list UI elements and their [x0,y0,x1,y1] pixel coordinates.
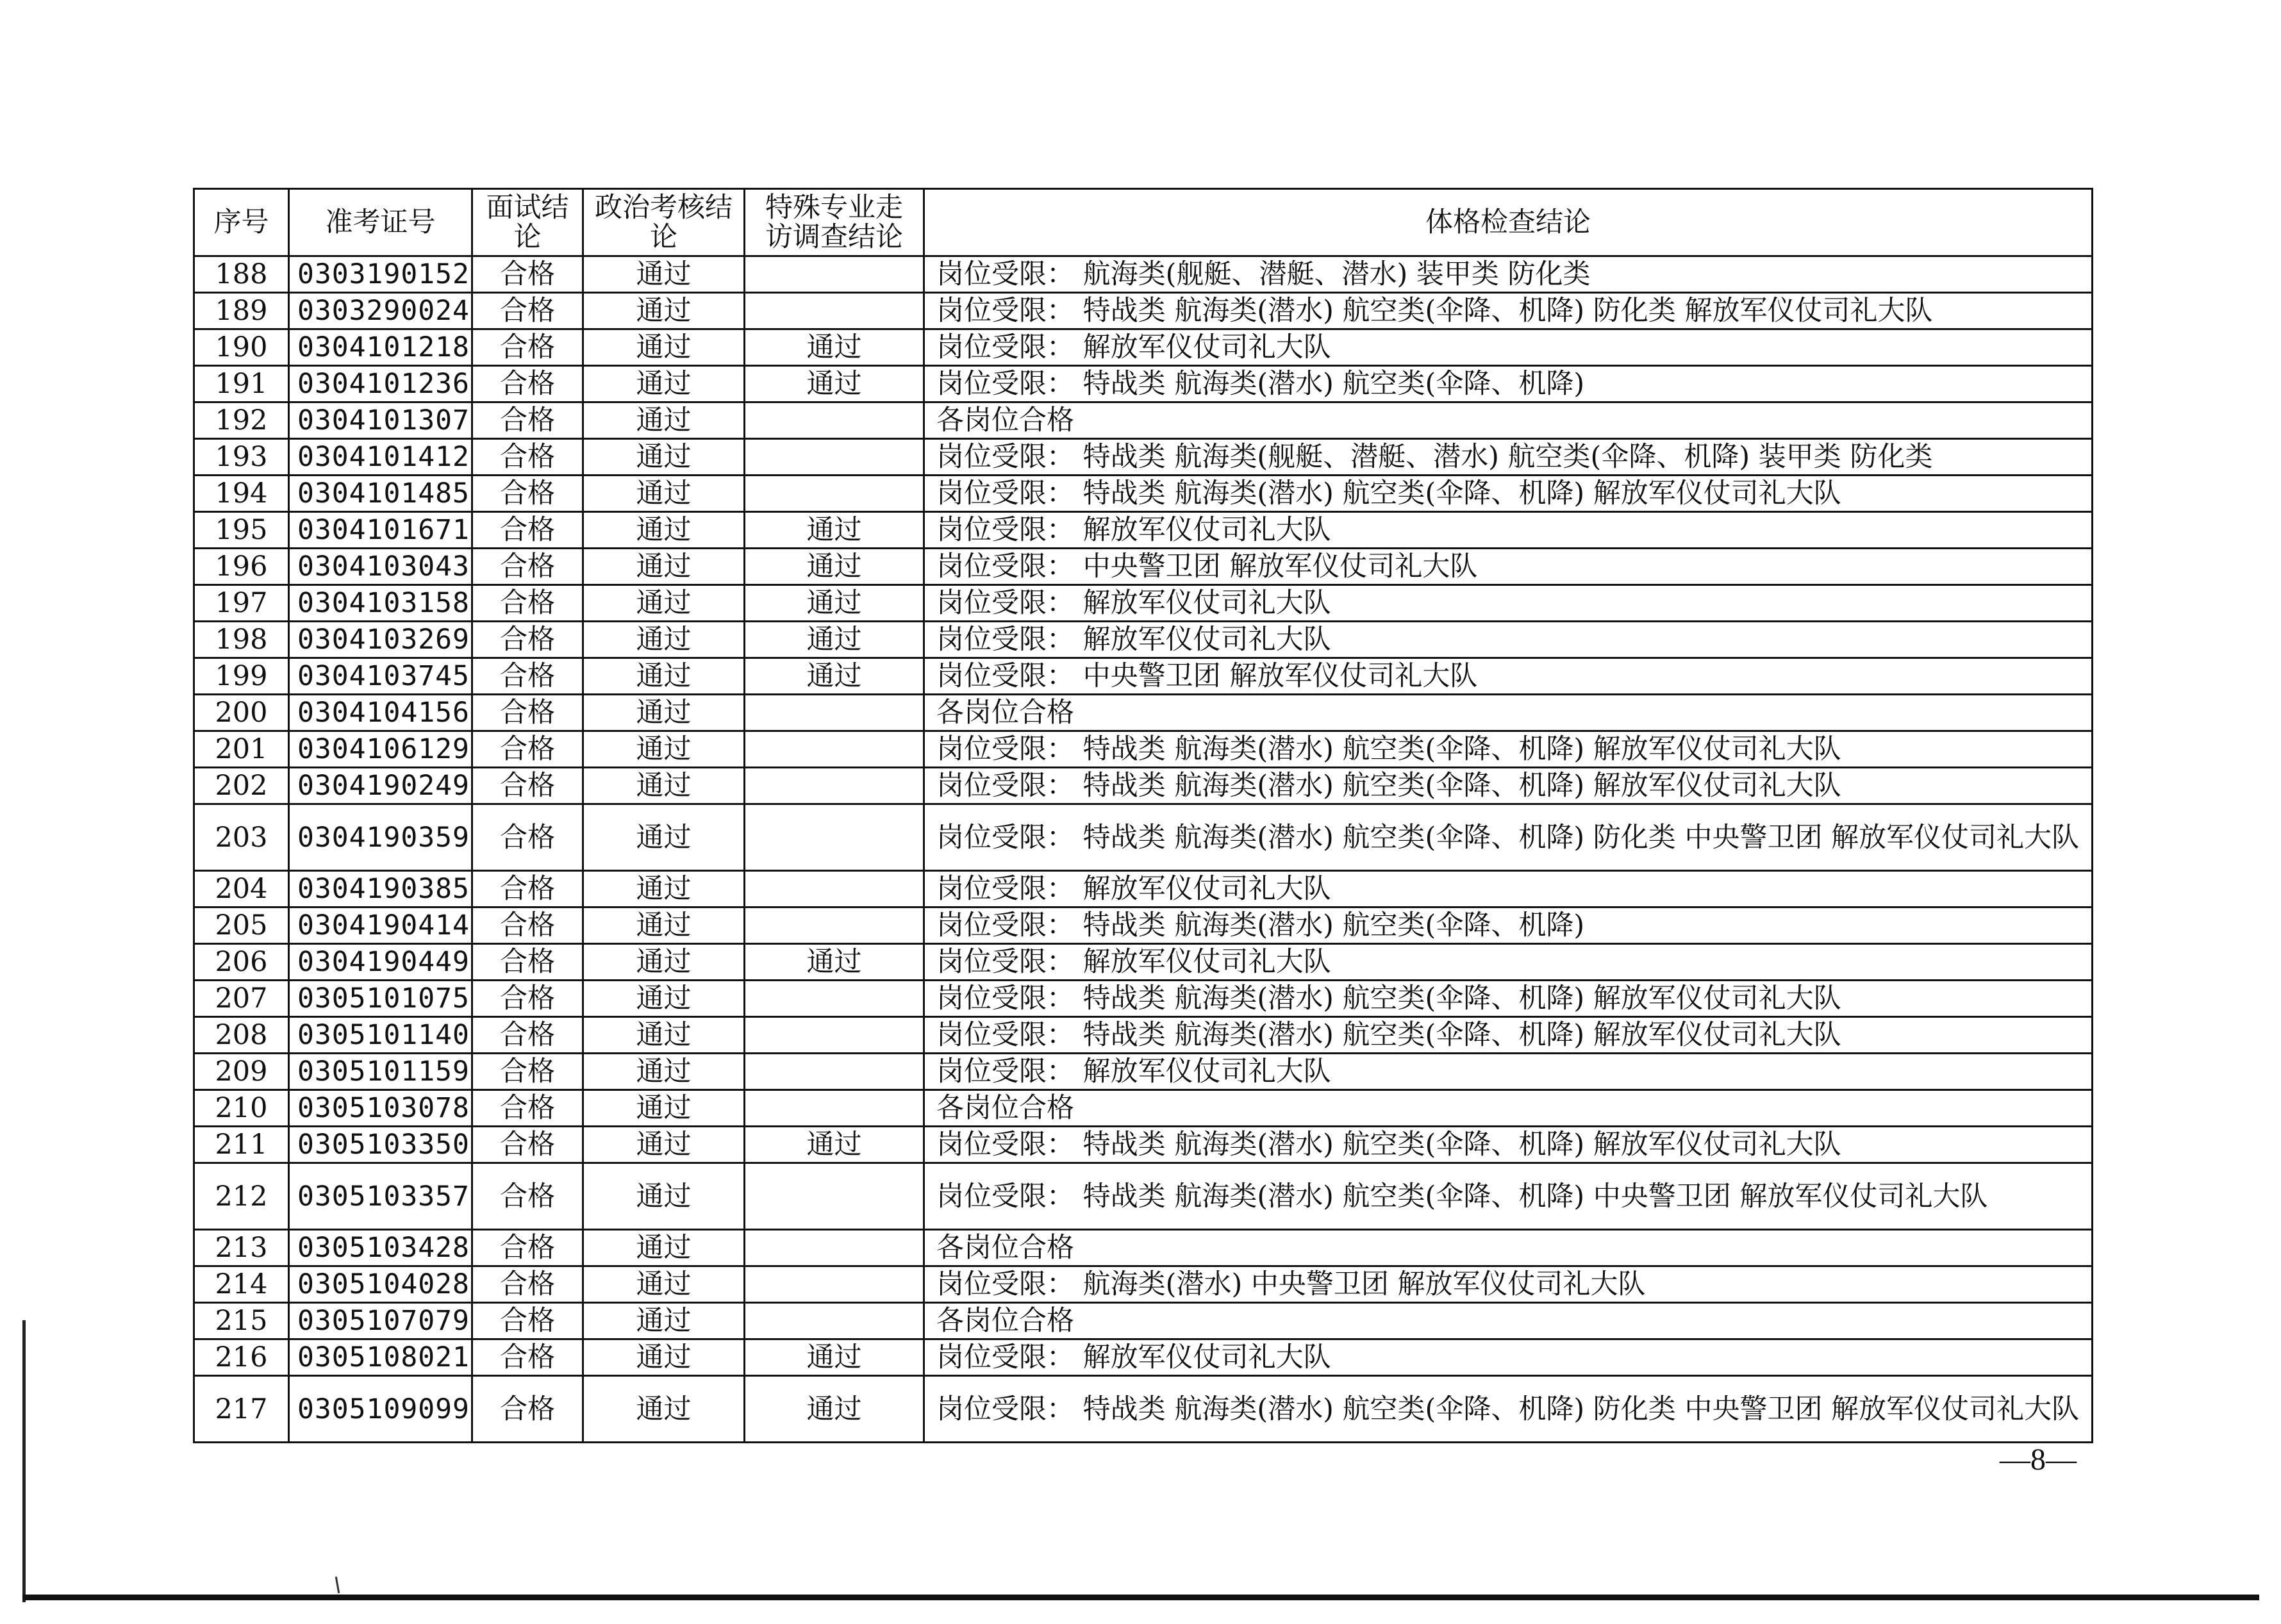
cell-political: 通过 [583,439,745,476]
page-number: —8— [2000,1443,2077,1477]
cell-special [745,293,924,329]
cell-special [745,907,924,944]
results-table [193,188,2093,1443]
cell-special [745,1017,924,1054]
cell-exam-no: 0304190249 [289,768,472,804]
cell-interview: 合格 [472,1017,583,1054]
table-row [194,907,2093,944]
cell-physical: 岗位受限： 特战类 航海类(潜水) 航空类(伞降、机降) 中央警卫团 解放军仪仗司礼大队 [924,1163,2093,1230]
header-political: 政治考核结论 [583,189,745,256]
cell-interview: 合格 [472,695,583,731]
cell-seq: 200 [194,695,289,731]
cell-exam-no: 0304101485 [289,476,472,512]
table-row [194,658,2093,695]
cell-interview: 合格 [472,366,583,402]
cell-physical: 岗位受限： 特战类 航海类(潜水) 航空类(伞降、机降) 解放军仪仗司礼大队 [924,476,2093,512]
header-seq: 序号 [194,189,289,256]
cell-seq: 192 [194,402,289,439]
cell-interview: 合格 [472,658,583,695]
cell-physical: 各岗位合格 [924,695,2093,731]
cell-special: 通过 [745,512,924,549]
cell-political: 通过 [583,1090,745,1127]
cell-political: 通过 [583,804,745,871]
cell-interview: 合格 [472,476,583,512]
cell-physical: 岗位受限： 解放军仪仗司礼大队 [924,622,2093,658]
cell-exam-no: 0305101075 [289,981,472,1017]
cell-interview: 合格 [472,804,583,871]
cell-physical: 各岗位合格 [924,1303,2093,1339]
cell-political: 通过 [583,1017,745,1054]
cell-interview: 合格 [472,1266,583,1303]
table-header-row [194,189,2093,256]
cell-political: 通过 [583,1127,745,1163]
cell-physical: 岗位受限： 特战类 航海类(潜水) 航空类(伞降、机降) 解放军仪仗司礼大队 [924,981,2093,1017]
cell-seq: 199 [194,658,289,695]
cell-exam-no: 0304103745 [289,658,472,695]
cell-interview: 合格 [472,439,583,476]
cell-seq: 207 [194,981,289,1017]
cell-exam-no: 0305101159 [289,1054,472,1090]
cell-special [745,695,924,731]
cell-seq: 214 [194,1266,289,1303]
cell-seq: 215 [194,1303,289,1339]
cell-special [745,1090,924,1127]
cell-seq: 193 [194,439,289,476]
cell-political: 通过 [583,658,745,695]
cell-physical: 各岗位合格 [924,1230,2093,1266]
cell-political: 通过 [583,695,745,731]
cell-seq: 189 [194,293,289,329]
cell-seq: 208 [194,1017,289,1054]
cell-seq: 194 [194,476,289,512]
cell-political: 通过 [583,293,745,329]
cell-exam-no: 0304104156 [289,695,472,731]
cell-physical: 岗位受限： 解放军仪仗司礼大队 [924,1054,2093,1090]
cell-interview: 合格 [472,1303,583,1339]
table-row [194,512,2093,549]
cell-seq: 211 [194,1127,289,1163]
cell-exam-no: 0304106129 [289,731,472,768]
cell-exam-no: 0304190449 [289,944,472,981]
table-row [194,329,2093,366]
cell-special: 通过 [745,944,924,981]
table-row [194,1017,2093,1054]
cell-physical: 岗位受限： 解放军仪仗司礼大队 [924,1339,2093,1376]
cell-physical: 岗位受限： 航海类(舰艇、潜艇、潜水) 装甲类 防化类 [924,256,2093,293]
table-row [194,1054,2093,1090]
cell-political: 通过 [583,907,745,944]
cell-special: 通过 [745,329,924,366]
cell-special: 通过 [745,658,924,695]
cell-political: 通过 [583,549,745,585]
cell-physical: 岗位受限： 特战类 航海类(潜水) 航空类(伞降、机降) 解放军仪仗司礼大队 [924,1127,2093,1163]
cell-special [745,1303,924,1339]
cell-special [745,256,924,293]
cell-special [745,768,924,804]
table-row [194,585,2093,622]
cell-physical: 岗位受限： 解放军仪仗司礼大队 [924,329,2093,366]
cell-interview: 合格 [472,871,583,907]
cell-political: 通过 [583,1266,745,1303]
table-row [194,871,2093,907]
cell-physical: 岗位受限： 特战类 航海类(潜水) 航空类(伞降、机降) 防化类 解放军仪仗司礼大队 [924,293,2093,329]
cell-interview: 合格 [472,549,583,585]
cell-special [745,1266,924,1303]
header-physical: 体格检查结论 [924,189,2093,256]
table-row [194,549,2093,585]
table-row [194,695,2093,731]
cell-political: 通过 [583,256,745,293]
header-special: 特殊专业走访调查结论 [745,189,924,256]
cell-physical: 岗位受限： 解放军仪仗司礼大队 [924,585,2093,622]
cell-exam-no: 0304103158 [289,585,472,622]
table-row [194,439,2093,476]
cell-special [745,439,924,476]
cell-interview: 合格 [472,1090,583,1127]
cell-seq: 212 [194,1163,289,1230]
table-row [194,1339,2093,1376]
cell-interview: 合格 [472,1376,583,1443]
cell-seq: 188 [194,256,289,293]
cell-physical: 岗位受限： 特战类 航海类(潜水) 航空类(伞降、机降) 解放军仪仗司礼大队 [924,768,2093,804]
cell-special: 通过 [745,585,924,622]
cell-seq: 204 [194,871,289,907]
scan-edge-line [22,1320,26,1602]
cell-seq: 213 [194,1230,289,1266]
cell-physical: 岗位受限： 解放军仪仗司礼大队 [924,512,2093,549]
cell-exam-no: 0304190359 [289,804,472,871]
cell-exam-no: 0304103043 [289,549,472,585]
cell-physical: 岗位受限： 特战类 航海类(舰艇、潜艇、潜水) 航空类(伞降、机降) 装甲类 防化类 [924,439,2093,476]
cell-seq: 197 [194,585,289,622]
cell-seq: 205 [194,907,289,944]
cell-physical: 岗位受限： 中央警卫团 解放军仪仗司礼大队 [924,549,2093,585]
table-row [194,1266,2093,1303]
cell-political: 通过 [583,1376,745,1443]
cell-exam-no: 0305109099 [289,1376,472,1443]
cell-special [745,981,924,1017]
cell-special [745,731,924,768]
cell-exam-no: 0305103357 [289,1163,472,1230]
cell-interview: 合格 [472,293,583,329]
cell-seq: 203 [194,804,289,871]
cell-exam-no: 0304101236 [289,366,472,402]
cell-interview: 合格 [472,512,583,549]
cell-special [745,804,924,871]
cell-exam-no: 0305107079 [289,1303,472,1339]
cell-special [745,1230,924,1266]
cell-exam-no: 0304101307 [289,402,472,439]
cell-seq: 206 [194,944,289,981]
cell-political: 通过 [583,731,745,768]
cell-political: 通过 [583,1054,745,1090]
cell-seq: 196 [194,549,289,585]
cell-seq: 190 [194,329,289,366]
cell-physical: 岗位受限： 特战类 航海类(潜水) 航空类(伞降、机降) 防化类 中央警卫团 解放军仪仗司礼大队 [924,804,2093,871]
table-row [194,1163,2093,1230]
bottom-rule [22,1595,2259,1600]
cell-exam-no: 0304103269 [289,622,472,658]
cell-special: 通过 [745,1127,924,1163]
cell-physical: 岗位受限： 特战类 航海类(潜水) 航空类(伞降、机降) 防化类 中央警卫团 解放军仪仗司礼大队 [924,1376,2093,1443]
table-row [194,944,2093,981]
cell-physical: 岗位受限： 解放军仪仗司礼大队 [924,944,2093,981]
cell-interview: 合格 [472,944,583,981]
cell-exam-no: 0305101140 [289,1017,472,1054]
table-row [194,731,2093,768]
cell-interview: 合格 [472,256,583,293]
cell-physical: 各岗位合格 [924,402,2093,439]
cell-interview: 合格 [472,329,583,366]
cell-political: 通过 [583,981,745,1017]
table-row [194,366,2093,402]
cell-special: 通过 [745,366,924,402]
cell-exam-no: 0304101218 [289,329,472,366]
cell-political: 通过 [583,476,745,512]
table-body [194,256,2093,1443]
cell-political: 通过 [583,1339,745,1376]
cell-interview: 合格 [472,1230,583,1266]
cell-physical: 岗位受限： 特战类 航海类(潜水) 航空类(伞降、机降) [924,907,2093,944]
table-row [194,1090,2093,1127]
cell-special: 通过 [745,549,924,585]
table-row [194,804,2093,871]
cell-exam-no: 0304190414 [289,907,472,944]
cell-special: 通过 [745,622,924,658]
table-row [194,981,2093,1017]
cell-seq: 201 [194,731,289,768]
header-interview: 面试结论 [472,189,583,256]
cell-physical: 岗位受限： 中央警卫团 解放军仪仗司礼大队 [924,658,2093,695]
cell-exam-no: 0303190152 [289,256,472,293]
cell-political: 通过 [583,512,745,549]
cell-interview: 合格 [472,981,583,1017]
cell-special [745,1054,924,1090]
cell-physical: 岗位受限： 解放军仪仗司礼大队 [924,871,2093,907]
cell-seq: 195 [194,512,289,549]
cell-political: 通过 [583,402,745,439]
cell-interview: 合格 [472,622,583,658]
table-row [194,1303,2093,1339]
table-row [194,1127,2093,1163]
table-row [194,1376,2093,1443]
cell-seq: 198 [194,622,289,658]
cell-special [745,402,924,439]
cell-interview: 合格 [472,1163,583,1230]
cell-exam-no: 0303290024 [289,293,472,329]
cell-political: 通过 [583,944,745,981]
cell-special: 通过 [745,1339,924,1376]
table-row [194,293,2093,329]
cell-seq: 217 [194,1376,289,1443]
cell-interview: 合格 [472,1054,583,1090]
table-row [194,476,2093,512]
cell-seq: 202 [194,768,289,804]
cell-physical: 岗位受限： 特战类 航海类(潜水) 航空类(伞降、机降) 解放军仪仗司礼大队 [924,731,2093,768]
cell-exam-no: 0305103350 [289,1127,472,1163]
cell-special [745,1163,924,1230]
cell-seq: 216 [194,1339,289,1376]
cell-exam-no: 0305103428 [289,1230,472,1266]
cell-special [745,871,924,907]
table-row [194,768,2093,804]
table-row [194,1230,2093,1266]
cell-exam-no: 0305108021 [289,1339,472,1376]
table-row [194,622,2093,658]
cell-special [745,476,924,512]
cell-political: 通过 [583,622,745,658]
cell-physical: 各岗位合格 [924,1090,2093,1127]
cell-interview: 合格 [472,1127,583,1163]
cell-interview: 合格 [472,731,583,768]
cell-political: 通过 [583,1163,745,1230]
table-row [194,256,2093,293]
cell-interview: 合格 [472,907,583,944]
cell-exam-no: 0304190385 [289,871,472,907]
cell-political: 通过 [583,585,745,622]
scan-mark [335,1577,340,1593]
header-exam-no: 准考证号 [289,189,472,256]
cell-political: 通过 [583,366,745,402]
cell-exam-no: 0304101412 [289,439,472,476]
cell-political: 通过 [583,768,745,804]
cell-physical: 岗位受限： 特战类 航海类(潜水) 航空类(伞降、机降) 解放军仪仗司礼大队 [924,1017,2093,1054]
cell-physical: 岗位受限： 航海类(潜水) 中央警卫团 解放军仪仗司礼大队 [924,1266,2093,1303]
cell-seq: 210 [194,1090,289,1127]
cell-exam-no: 0305103078 [289,1090,472,1127]
cell-physical: 岗位受限： 特战类 航海类(潜水) 航空类(伞降、机降) [924,366,2093,402]
cell-political: 通过 [583,871,745,907]
cell-interview: 合格 [472,1339,583,1376]
cell-interview: 合格 [472,768,583,804]
cell-exam-no: 0305104028 [289,1266,472,1303]
cell-seq: 209 [194,1054,289,1090]
cell-interview: 合格 [472,402,583,439]
cell-political: 通过 [583,1230,745,1266]
cell-exam-no: 0304101671 [289,512,472,549]
cell-special: 通过 [745,1376,924,1443]
cell-seq: 191 [194,366,289,402]
table-row [194,402,2093,439]
cell-political: 通过 [583,1303,745,1339]
cell-political: 通过 [583,329,745,366]
cell-interview: 合格 [472,585,583,622]
